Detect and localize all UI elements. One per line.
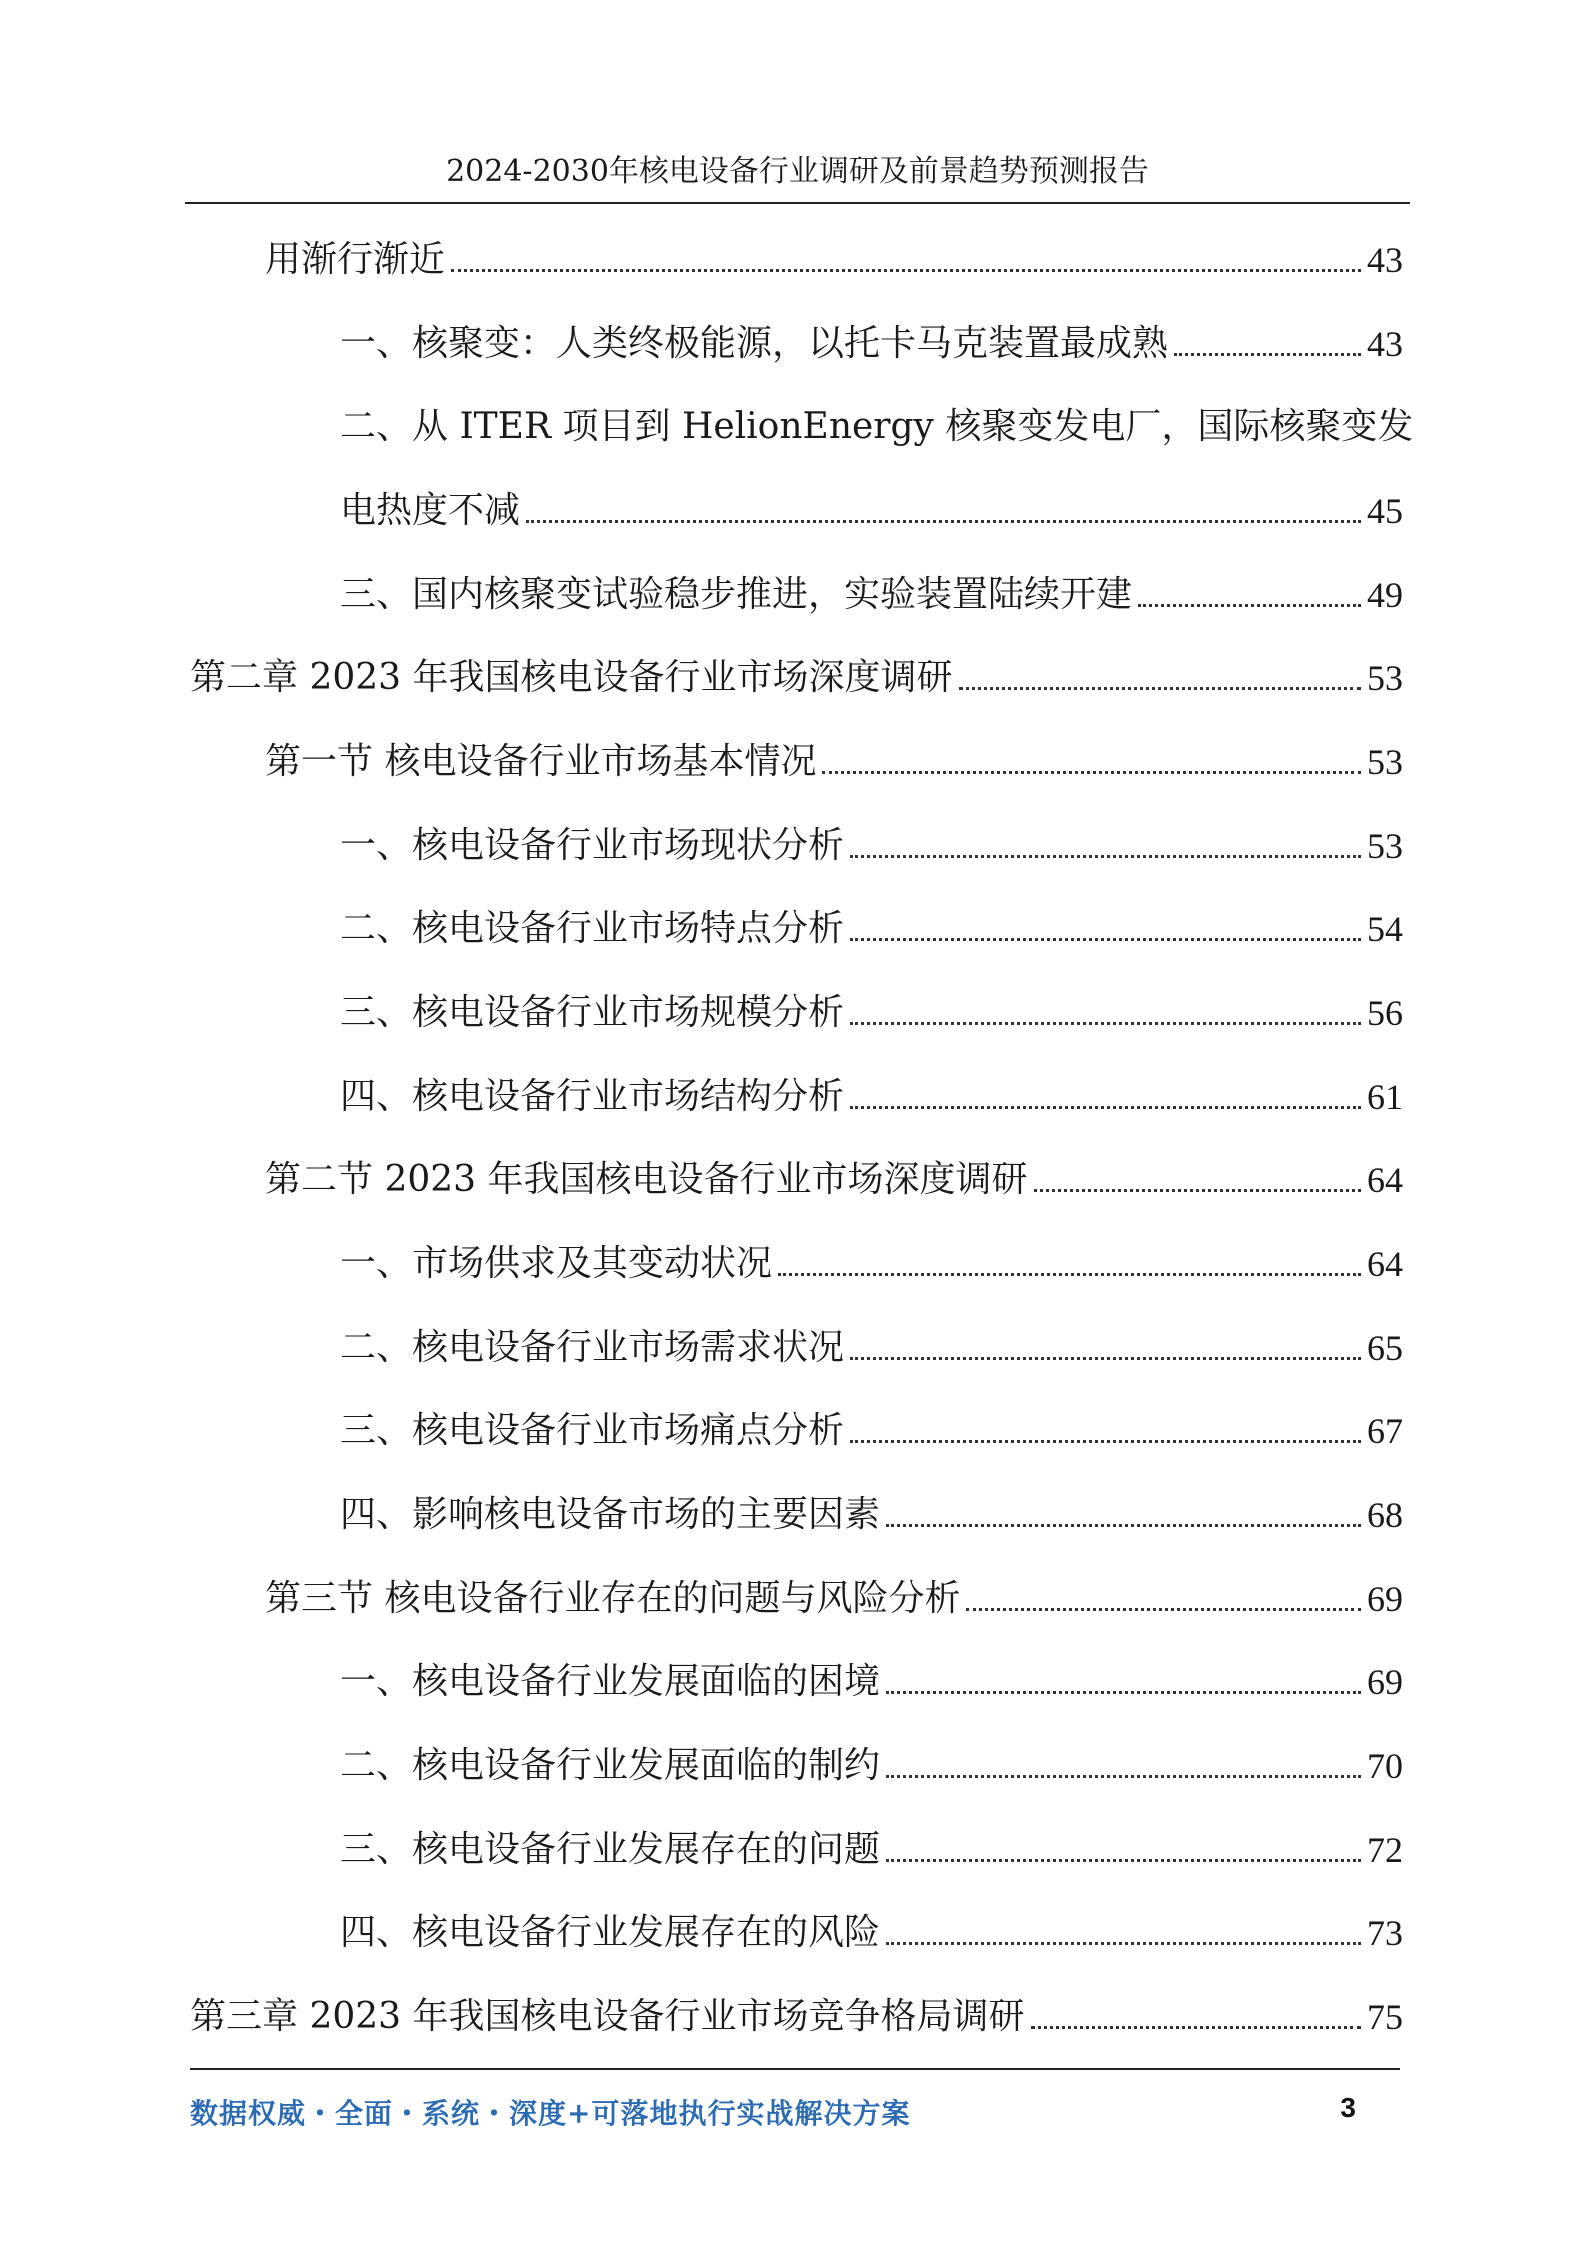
toc-section[interactable] <box>265 1146 1403 1206</box>
toc-entry[interactable] <box>340 1899 1403 1959</box>
toc-entry[interactable] <box>340 310 1403 370</box>
toc-entry-label: 一、核聚变：人类终极能源，以托卡马克装置最成熟 <box>340 323 1169 364</box>
toc-entry-page: 69 <box>1367 1579 1403 1619</box>
dot-leader <box>886 1859 1361 1862</box>
page-header <box>185 150 1410 204</box>
toc-entry[interactable] <box>340 1397 1403 1457</box>
page-footer <box>190 2068 1400 2140</box>
toc-entry-label: 二、核电设备行业市场需求状况 <box>340 1327 845 1368</box>
toc-entry[interactable] <box>340 1063 1403 1123</box>
toc-entry-page: 70 <box>1367 1746 1403 1786</box>
dot-leader <box>822 771 1361 774</box>
dot-leader <box>886 1524 1361 1527</box>
dot-leader <box>850 1440 1361 1443</box>
toc-entry-label: 用渐行渐近 <box>265 239 446 280</box>
dot-leader <box>966 1608 1361 1611</box>
toc-entry-continued[interactable] <box>340 393 1413 453</box>
toc-entry[interactable] <box>340 895 1403 955</box>
toc-entry-label: 三、核电设备行业市场规模分析 <box>340 992 845 1033</box>
toc-entry-page: 53 <box>1367 742 1403 782</box>
dot-leader <box>778 1273 1361 1276</box>
toc-entry[interactable] <box>340 1230 1403 1290</box>
toc-entry-label: 第二节 2023 年我国核电设备行业市场深度调研 <box>265 1159 1028 1200</box>
dot-leader <box>850 855 1361 858</box>
toc-entry[interactable] <box>265 226 1403 286</box>
toc-entry-label: 一、核电设备行业市场现状分析 <box>340 825 845 866</box>
toc-entry-label: 二、从 ITER 项目到 HelionEnergy 核聚变发电厂，国际核聚变发 <box>340 406 1414 447</box>
dot-leader <box>959 687 1361 690</box>
toc-entry-label: 二、核电设备行业市场特点分析 <box>340 908 845 949</box>
toc-entry[interactable] <box>340 979 1403 1039</box>
toc-entry[interactable] <box>340 812 1403 872</box>
toc-entry-page: 73 <box>1367 1913 1403 1953</box>
toc-entry-page: 67 <box>1367 1411 1403 1451</box>
dot-leader <box>1174 353 1361 356</box>
toc-chapter[interactable] <box>190 644 1403 704</box>
dot-leader <box>886 1691 1361 1694</box>
toc-entry-label: 一、核电设备行业发展面临的困境 <box>340 1661 881 1702</box>
toc-entry-label: 第二章 2023 年我国核电设备行业市场深度调研 <box>190 657 953 698</box>
toc-entry-page: 53 <box>1367 658 1403 698</box>
dot-leader <box>451 269 1361 272</box>
dot-leader <box>850 1106 1361 1109</box>
header-title: 2024-2030年核电设备行业调研及前景趋势预测报告 <box>446 154 1149 189</box>
dot-leader <box>850 1357 1361 1360</box>
dot-leader <box>886 1775 1361 1778</box>
toc-entry-label: 四、核电设备行业市场结构分析 <box>340 1076 845 1117</box>
toc-entry-page: 68 <box>1367 1495 1403 1535</box>
toc-entry-page: 43 <box>1367 324 1403 364</box>
toc-entry-page: 72 <box>1367 1830 1403 1870</box>
toc-entry[interactable] <box>340 1816 1403 1876</box>
toc-entry-page: 69 <box>1367 1662 1403 1702</box>
toc-section[interactable] <box>265 728 1403 788</box>
toc-entry-page: 75 <box>1367 1997 1403 2037</box>
toc-entry[interactable] <box>340 477 1403 537</box>
toc-entry-label: 四、影响核电设备市场的主要因素 <box>340 1494 881 1535</box>
dot-leader <box>1034 1189 1361 1192</box>
toc-entry-label: 四、核电设备行业发展存在的风险 <box>340 1912 881 1953</box>
dot-leader <box>1138 604 1361 607</box>
toc-entry[interactable] <box>340 1481 1403 1541</box>
toc-entry-page: 45 <box>1367 491 1403 531</box>
footer-slogan: 数据权威・全面・系统・深度+可落地执行实战解决方案 <box>190 2097 911 2130</box>
toc-entry-label: 第三章 2023 年我国核电设备行业市场竞争格局调研 <box>190 1996 1025 2037</box>
toc-entry-page: 61 <box>1367 1077 1403 1117</box>
toc-entry-page: 43 <box>1367 240 1403 280</box>
toc-entry[interactable] <box>340 1314 1403 1374</box>
toc-entry-page: 53 <box>1367 826 1403 866</box>
toc-entry-page: 64 <box>1367 1244 1403 1284</box>
toc-entry[interactable] <box>340 561 1403 621</box>
dot-leader <box>886 1942 1361 1945</box>
toc-chapter[interactable] <box>190 1983 1403 2043</box>
toc-entry[interactable] <box>340 1648 1403 1708</box>
toc-entry-label: 二、核电设备行业发展面临的制约 <box>340 1745 881 1786</box>
dot-leader <box>1031 2026 1361 2029</box>
toc-entry-label: 三、核电设备行业发展存在的问题 <box>340 1829 881 1870</box>
toc-entry-label: 三、国内核聚变试验稳步推进，实验装置陆续开建 <box>340 574 1133 615</box>
toc-entry-page: 65 <box>1367 1328 1403 1368</box>
toc-entry-label: 第三节 核电设备行业存在的问题与风险分析 <box>265 1578 961 1619</box>
toc-entry-page: 49 <box>1367 575 1403 615</box>
dot-leader <box>526 520 1361 523</box>
toc-entry-page: 54 <box>1367 909 1403 949</box>
toc-entry-label: 三、核电设备行业市场痛点分析 <box>340 1410 845 1451</box>
toc-entry-page: 64 <box>1367 1160 1403 1200</box>
toc-entry-page: 56 <box>1367 993 1403 1033</box>
toc-entry-label: 第一节 核电设备行业市场基本情况 <box>265 741 817 782</box>
footer-page-number: 3 <box>1340 2092 1356 2123</box>
toc-entry-label: 一、市场供求及其变动状况 <box>340 1243 773 1284</box>
dot-leader <box>850 938 1361 941</box>
dot-leader <box>850 1022 1361 1025</box>
toc-entry[interactable] <box>340 1732 1403 1792</box>
toc-entry-label: 电热度不减 <box>340 490 521 531</box>
toc-section[interactable] <box>265 1565 1403 1625</box>
